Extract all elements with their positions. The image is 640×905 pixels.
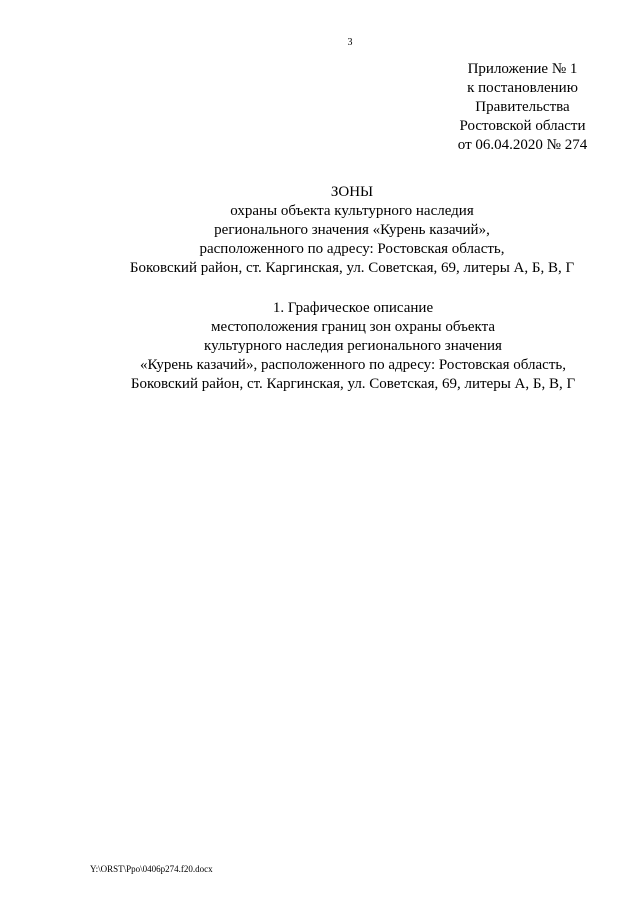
heading-line: Боковский район, ст. Каргинская, ул. Советская, 69, литеры А, Б, В, Г <box>129 260 575 276</box>
appendix-line: к постановлению <box>467 80 578 96</box>
heading-line: охраны объекта культурного наследия <box>230 203 474 219</box>
heading-line: расположенного по адресу: Ростовская область, <box>199 241 505 257</box>
section-line: «Курень казачий», расположенного по адресу: Ростовская область, <box>140 357 566 373</box>
section-line: культурного наследия регионального значения <box>204 338 502 354</box>
section-heading <box>0 299 640 394</box>
footer-file-path: Y:\ORST\Ppo\0406p274.f20.docx <box>90 864 213 874</box>
appendix-block <box>440 60 605 155</box>
appendix-line: от 06.04.2020 № 274 <box>457 137 588 153</box>
section-line: 1. Графическое описание <box>272 300 434 316</box>
page-number: 3 <box>347 37 353 48</box>
appendix-line: Ростовской области <box>459 118 586 134</box>
appendix-line: Правительства <box>475 99 570 115</box>
appendix-line: Приложение № 1 <box>467 61 578 77</box>
heading-line: регионального значения «Курень казачий», <box>214 222 490 238</box>
document-title: ЗОНЫ <box>330 184 374 200</box>
section-line: местоположения границ зон охраны объекта <box>210 319 496 335</box>
section-line: Боковский район, ст. Каргинская, ул. Советская, 69, литеры А, Б, В, Г <box>130 376 576 392</box>
document-heading <box>0 183 640 278</box>
